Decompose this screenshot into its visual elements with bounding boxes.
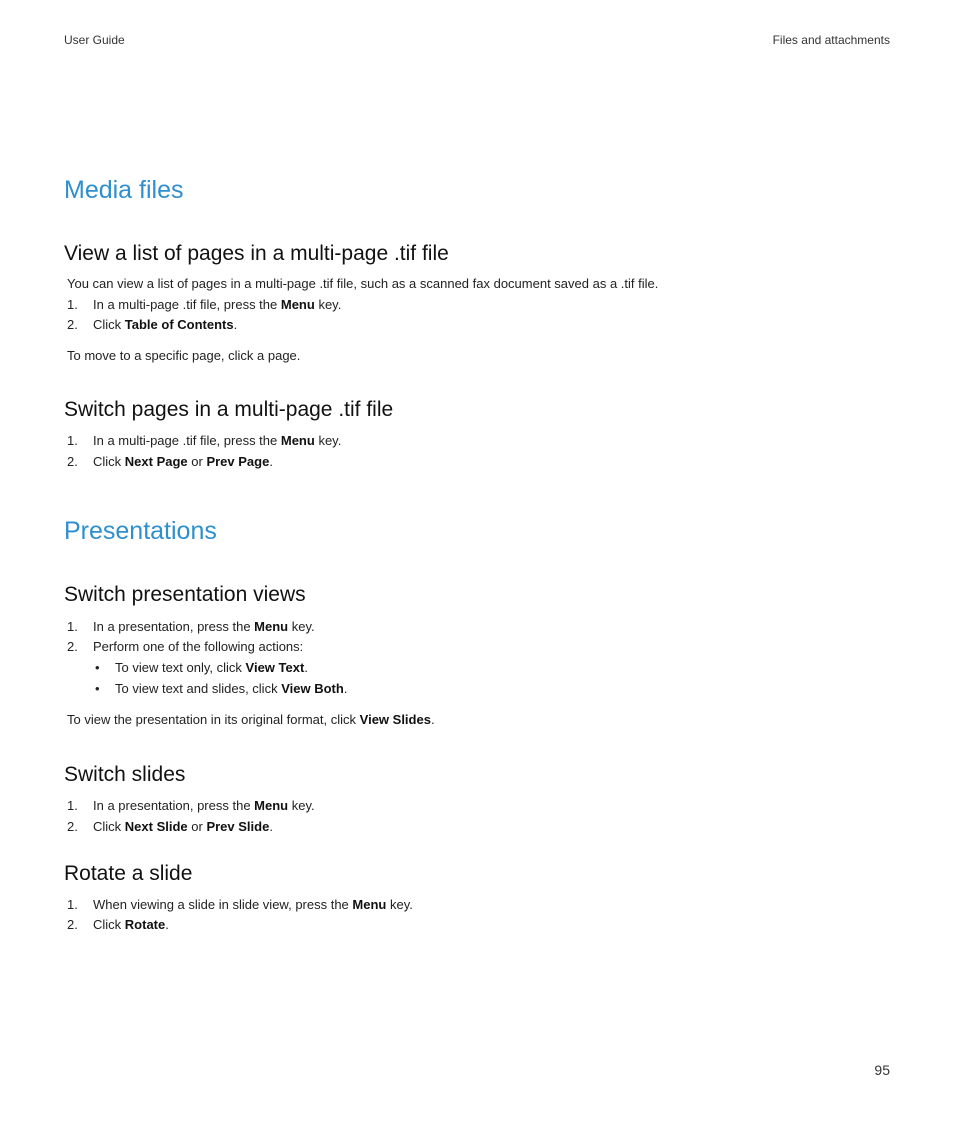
step-item: 2. Perform one of the following actions: — [67, 639, 304, 654]
section-title-media-files: Media files — [64, 176, 184, 204]
bullet-item: • To view text only, click View Text. — [95, 660, 308, 675]
step-item: 1. In a multi-page .tif file, press the Menu key. — [67, 297, 342, 312]
topic-title-rotate-slide: Rotate a slide — [64, 862, 193, 885]
section-title-presentations: Presentations — [64, 517, 217, 545]
topic-title-switch-pages: Switch pages in a multi-page .tif file — [64, 398, 394, 421]
step-item: 2. Click Next Page or Prev Page. — [67, 454, 273, 469]
step-item: 1. In a presentation, press the Menu key. — [67, 798, 315, 813]
running-header-right: Files and attachments — [772, 33, 890, 47]
topic-note: To view the presentation in its original format, click View Slides. — [67, 712, 435, 727]
topic-title-switch-views: Switch presentation views — [64, 583, 306, 606]
step-item: 1. When viewing a slide in slide view, press the Menu key. — [67, 897, 413, 912]
running-header-left: User Guide — [64, 33, 125, 47]
bullet-item: • To view text and slides, click View Both. — [95, 681, 348, 696]
topic-note: To move to a specific page, click a page. — [67, 348, 301, 363]
step-item: 2. Click Next Slide or Prev Slide. — [67, 819, 273, 834]
topic-title-view-list: View a list of pages in a multi-page .tif file — [64, 242, 449, 265]
step-item: 2. Click Table of Contents. — [67, 317, 238, 332]
page-number: 95 — [874, 1062, 890, 1078]
topic-title-switch-slides: Switch slides — [64, 763, 186, 786]
step-item: 1. In a presentation, press the Menu key. — [67, 619, 315, 634]
step-item: 2. Click Rotate. — [67, 917, 169, 932]
step-item: 1. In a multi-page .tif file, press the Menu key. — [67, 433, 342, 448]
topic-intro: You can view a list of pages in a multi-page .tif file, such as a scanned fax document saved as a .tif file. — [67, 276, 659, 291]
